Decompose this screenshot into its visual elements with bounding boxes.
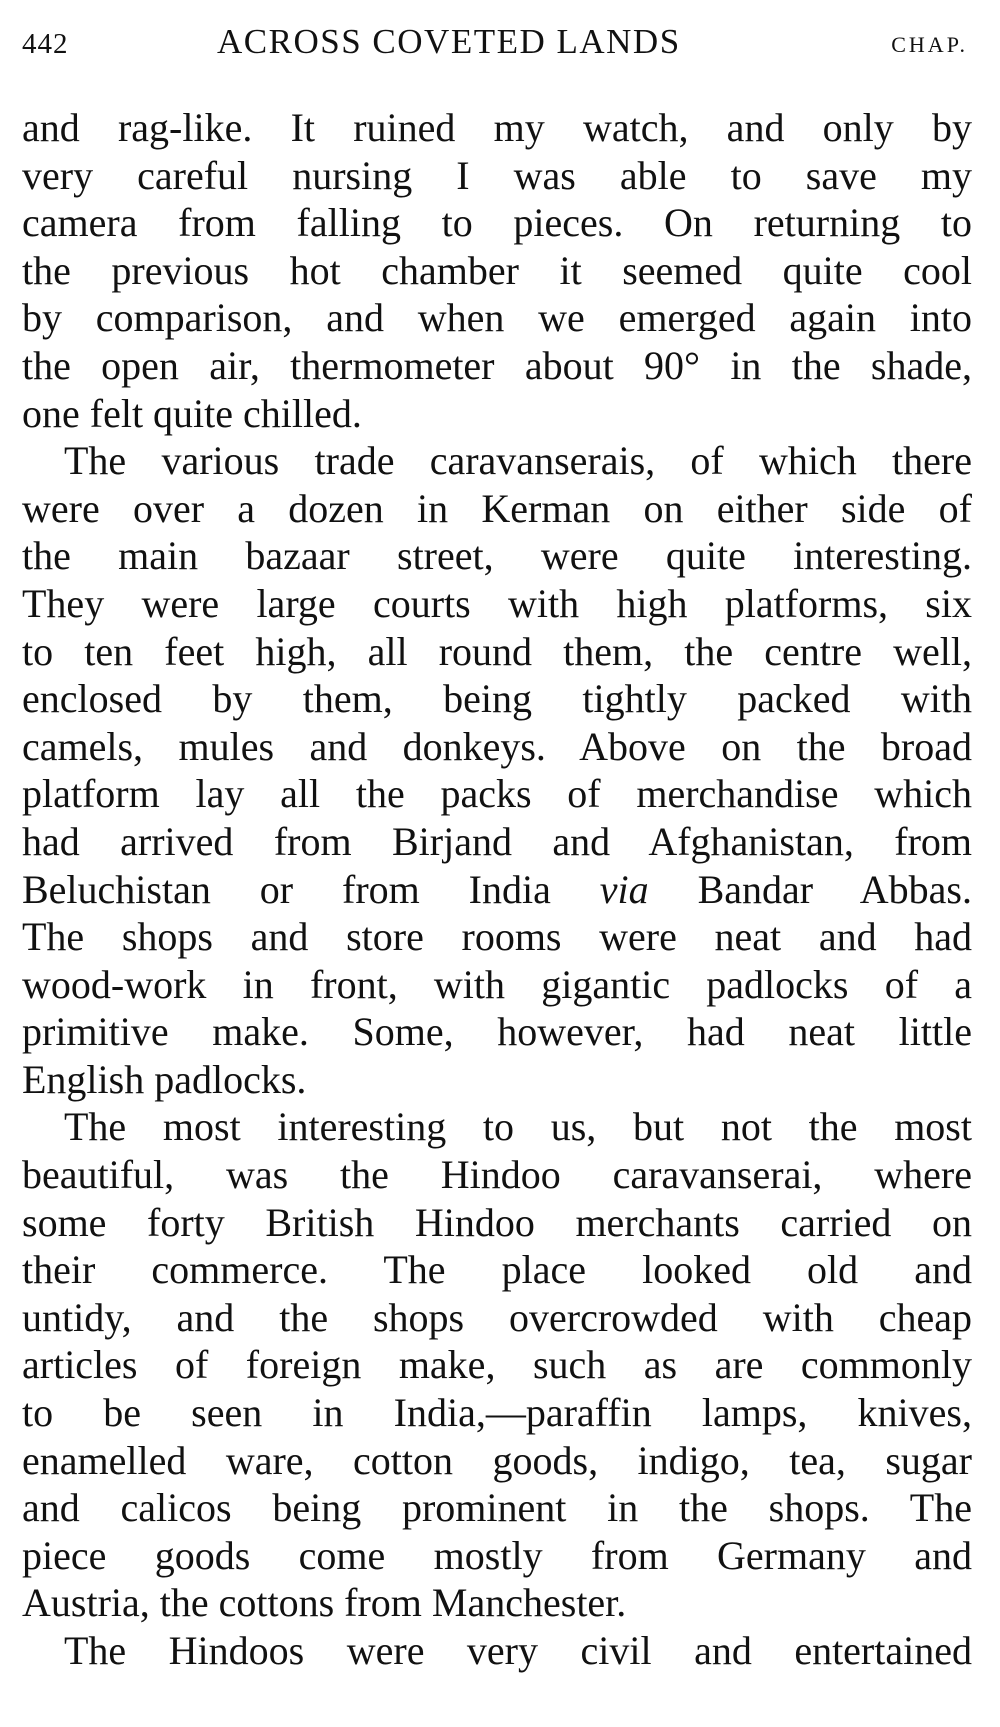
- text-line: to be seen in India,—paraffin lamps, knives,: [22, 1390, 972, 1436]
- paragraph-hindoo-caravanserai: [22, 1103, 972, 1627]
- text-line: The shops and store rooms were neat and had: [22, 914, 972, 960]
- text-line: and rag-like. It ruined my watch, and only by: [22, 105, 972, 150]
- text-line: by comparison, and when we emerged again into: [22, 295, 972, 341]
- text-line: the open air, thermometer about 90° in the shade,: [22, 342, 972, 388]
- text-line: articles of foreign make, such as are commonly: [22, 1342, 972, 1388]
- text-line: had arrived from Birjand and Afghanistan, from: [22, 818, 972, 864]
- text-line: to ten feet high, all round them, the centre well,: [22, 628, 972, 674]
- text-line: and calicos being prominent in the shops. The: [22, 1485, 972, 1531]
- text-line: their commerce. The place looked old and: [22, 1247, 972, 1293]
- page-number: 442: [22, 28, 69, 60]
- text-line: primitive make. Some, however, had neat little: [22, 1009, 972, 1055]
- text-line: enamelled ware, cotton goods, indigo, tea, sugar: [22, 1437, 972, 1483]
- text-line: enclosed by them, being tightly packed with: [22, 676, 972, 722]
- text-line: English padlocks.: [22, 1056, 307, 1102]
- text-line: The Hindoos were very civil and entertained: [64, 1628, 972, 1673]
- text-line: They were large courts with high platforms, six: [22, 580, 972, 626]
- book-title: ACROSS COVETED LANDS: [217, 22, 681, 61]
- paragraph-continued: [22, 104, 972, 437]
- text-line: Austria, the cottons from Manchester.: [22, 1580, 627, 1626]
- paragraph-caravanserais: [22, 437, 972, 1103]
- italic-word: via: [599, 866, 649, 912]
- text-line: were over a dozen in Kerman on either side of: [22, 485, 972, 531]
- text-line: beautiful, was the Hindoo caravanserai, where: [22, 1152, 972, 1198]
- text-line: the previous hot chamber it seemed quite cool: [22, 247, 972, 293]
- text-line: untidy, and the shops overcrowded with cheap: [22, 1294, 972, 1340]
- text-line: camera from falling to pieces. On returning to: [22, 200, 972, 246]
- text-line: piece goods come mostly from Germany and: [22, 1532, 972, 1578]
- body-text: [22, 104, 972, 1675]
- text-line: camels, mules and donkeys. Above on the broad: [22, 723, 972, 769]
- text-line: The various trade caravanserais, of which there: [64, 438, 972, 484]
- text-line: some forty British Hindoo merchants carried on: [22, 1199, 972, 1245]
- text-line: Beluchistan or from India via Bandar Abbas.: [22, 866, 972, 912]
- chapter-label: CHAP.: [891, 32, 968, 57]
- running-head: [22, 18, 972, 68]
- text-line: the main bazaar street, were quite interesting.: [22, 533, 972, 579]
- text-line: one felt quite chilled.: [22, 390, 362, 436]
- paragraph-hindoos-civil: [22, 1627, 972, 1675]
- text-line: The most interesting to us, but not the most: [64, 1104, 972, 1150]
- text-line: very careful nursing I was able to save my: [22, 152, 972, 198]
- text-line: platform lay all the packs of merchandise which: [22, 771, 972, 817]
- text-line: wood-work in front, with gigantic padlocks of a: [22, 961, 972, 1007]
